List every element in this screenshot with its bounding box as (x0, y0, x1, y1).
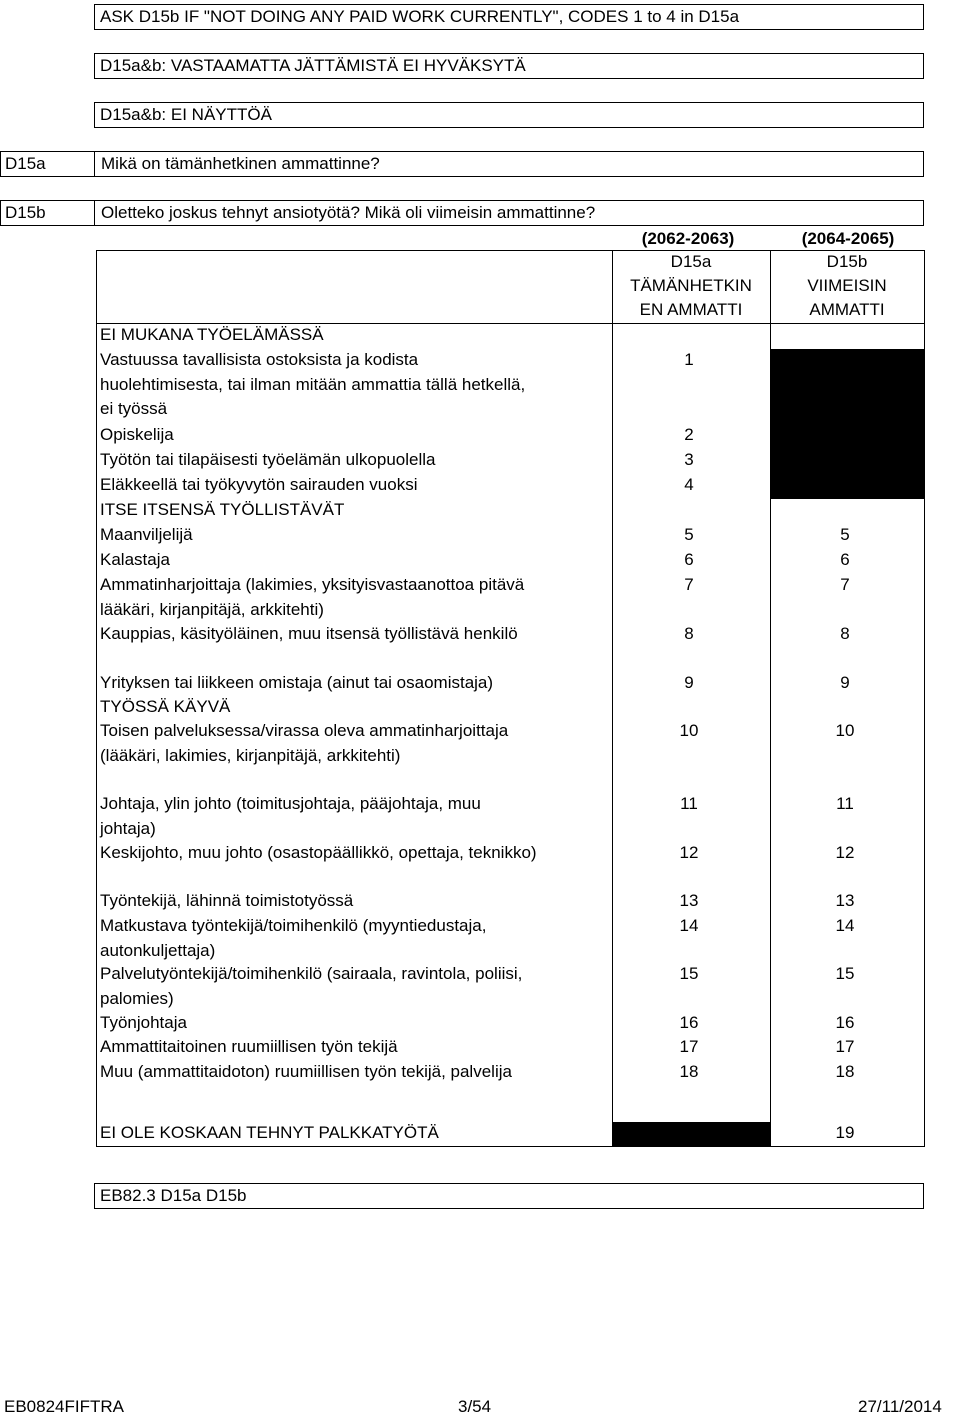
answer-option-label: Yrityksen tai liikkeen omistaja (ainut tai osaomistaja) (100, 673, 494, 692)
column-b-header: D15b (826, 252, 868, 271)
column-a-code: 14 (679, 916, 699, 935)
answer-option-label: Työnjohtaja (100, 1013, 187, 1032)
note-text: EB82.3 D15a D15b (100, 1186, 247, 1205)
instruction-text-3: D15a&b: EI NÄYTTÖÄ (100, 105, 272, 124)
question-code: D15a (5, 154, 46, 173)
question-code: D15b (5, 203, 46, 222)
answer-option-label: palomies) (100, 988, 174, 1008)
column-a-code: 7 (684, 575, 694, 594)
column-a-code: 5 (684, 525, 694, 544)
column-a-code: 11 (680, 794, 698, 813)
column-b-header: AMMATTI (809, 300, 885, 319)
question-text: Oletteko joskus tehnyt ansiotyötä? Mikä oli viimeisin ammattinne? (101, 203, 596, 222)
column-b-code: 10 (835, 721, 855, 740)
column-a-code: 16 (679, 1013, 699, 1032)
column-a-code: 2 (684, 425, 694, 444)
column-a-code: 3 (684, 450, 694, 469)
column-b-code: 8 (840, 624, 850, 643)
instruction-text-1: ASK D15b IF "NOT DOING ANY PAID WORK CURRENTLY", CODES 1 to 4 in D15a (100, 7, 740, 26)
column-b-code: 12 (835, 843, 855, 862)
answer-option-label: Keskijohto, muu johto (osastopäällikkö, opettaja, teknikko) (100, 843, 537, 862)
column-b-code: 6 (840, 550, 850, 569)
table-bottom-border (96, 1146, 925, 1147)
answer-option-label: ei työssä (100, 399, 168, 418)
column-a-code: 17 (679, 1037, 699, 1056)
answer-option-label: Opiskelija (100, 425, 174, 444)
column-a-code: 6 (684, 550, 694, 569)
answer-option-label: Vastuussa tavallisista ostoksista ja kodista (100, 350, 419, 369)
column-b-code: 13 (835, 891, 855, 910)
answer-option-label: Työntekijä, lähinnä toimistotyössä (100, 891, 354, 910)
table-header-bottom-border (96, 323, 924, 324)
answer-option-label: Palvelutyöntekijä/toimihenkilö (sairaala, ravintola, poliisi, (100, 964, 523, 983)
column-b-code: 17 (835, 1037, 855, 1056)
column-b-code: 18 (835, 1062, 855, 1081)
column-a-code: 15 (679, 964, 699, 983)
table-top-border (96, 250, 924, 251)
answer-option-label: Maanviljelijä (100, 525, 193, 544)
answer-option-label: EI MUKANA TYÖELÄMÄSSÄ (100, 325, 324, 344)
column-b-code: 14 (835, 916, 855, 935)
answer-option-label: ITSE ITSENSÄ TYÖLLISTÄVÄT (100, 500, 345, 519)
answer-option-label: Toisen palveluksessa/virassa oleva ammatinharjoittaja (100, 721, 509, 740)
column-a-header: D15a (670, 252, 712, 271)
table-left-border (96, 250, 97, 323)
column-b-header: VIIMEISIN (807, 276, 887, 295)
column-b-blocked-cell (770, 474, 924, 499)
column-a-blocked-cell (612, 1122, 770, 1146)
column-a-code: 13 (679, 891, 699, 910)
answer-option-label: Matkustava työntekijä/toimihenkilö (myyntiedustaja, (100, 916, 487, 935)
table-right-border (924, 250, 925, 323)
answer-option-label: Ammatinharjoittaja (lakimies, yksityisvastaanottoa pitävä (100, 575, 525, 594)
answer-option-label: huolehtimisesta, tai ilman mitään ammattia tällä hetkellä, (100, 374, 526, 394)
column-a-code: 18 (679, 1062, 699, 1081)
table-right-border (924, 323, 925, 1146)
answer-option-label: Työtön tai tilapäisesti työelämän ulkopuolella (100, 450, 436, 469)
answer-option-label: (lääkäri, lakimies, kirjanpitäjä, arkkitehti) (100, 745, 401, 765)
answer-option-label: Muu (ammattitaidoton) ruumiillisen työn tekijä, palvelija (100, 1062, 512, 1081)
column-b-code: 16 (835, 1013, 855, 1032)
answer-option-label: autonkuljettaja) (100, 940, 216, 960)
column-b-code: 15 (835, 964, 855, 983)
note-box (94, 1183, 924, 1209)
question-text: Mikä on tämänhetkinen ammattinne? (101, 154, 380, 173)
column-b-blocked-cell (770, 349, 924, 424)
column-b-code: 7 (840, 575, 850, 594)
column-a-code: 12 (679, 843, 699, 862)
column-b-blocked-cell (770, 424, 924, 449)
column-a-code: 8 (684, 624, 694, 643)
instruction-text-2: D15a&b: VASTAAMATTA JÄTTÄMISTÄ EI HYVÄKSYTÄ (100, 56, 526, 75)
table-left-border (96, 323, 97, 1146)
answer-option-label: Kalastaja (100, 550, 170, 569)
column-a-range: (2062-2063) (641, 229, 735, 248)
footer-page-number: 3/54 (458, 1397, 492, 1416)
column-a-code: 9 (684, 673, 694, 692)
answer-option-label: Johtaja, ylin johto (toimitusjohtaja, pääjohtaja, muu (100, 794, 481, 813)
column-b-left-border (770, 323, 771, 1146)
column-b-code: 5 (840, 525, 850, 544)
column-a-code: 1 (684, 350, 694, 369)
footer-date: 27/11/2014 (858, 1397, 942, 1416)
column-a-left-border (612, 323, 613, 1146)
answer-option-label: lääkäri, kirjanpitäjä, arkkitehti) (100, 599, 324, 619)
column-a-header: TÄMÄNHETKIN (630, 276, 752, 295)
answer-option-label: TYÖSSÄ KÄYVÄ (100, 697, 231, 716)
column-b-code: 19 (835, 1123, 855, 1142)
column-b-range: (2064-2065) (801, 229, 895, 248)
column-a-code: 10 (679, 721, 699, 740)
answer-option-label: Eläkkeellä tai työkyvytön sairauden vuoksi (100, 475, 418, 494)
column-b-blocked-cell (770, 449, 924, 474)
answer-option-label: EI OLE KOSKAAN TEHNYT PALKKATYÖTÄ (100, 1123, 439, 1142)
column-b-code: 9 (840, 673, 850, 692)
answer-option-label: Kauppias, käsityöläinen, muu itsensä työllistävä henkilö (100, 624, 518, 643)
answer-option-label: Ammattitaitoinen ruumiillisen työn tekijä (100, 1037, 398, 1056)
column-a-code: 4 (684, 475, 694, 494)
footer-doc-id: EB0824FIFTRA (4, 1397, 124, 1416)
column-a-header: EN AMMATTI (639, 300, 743, 319)
answer-option-label: johtaja) (100, 818, 156, 838)
column-b-code: 11 (836, 794, 854, 813)
